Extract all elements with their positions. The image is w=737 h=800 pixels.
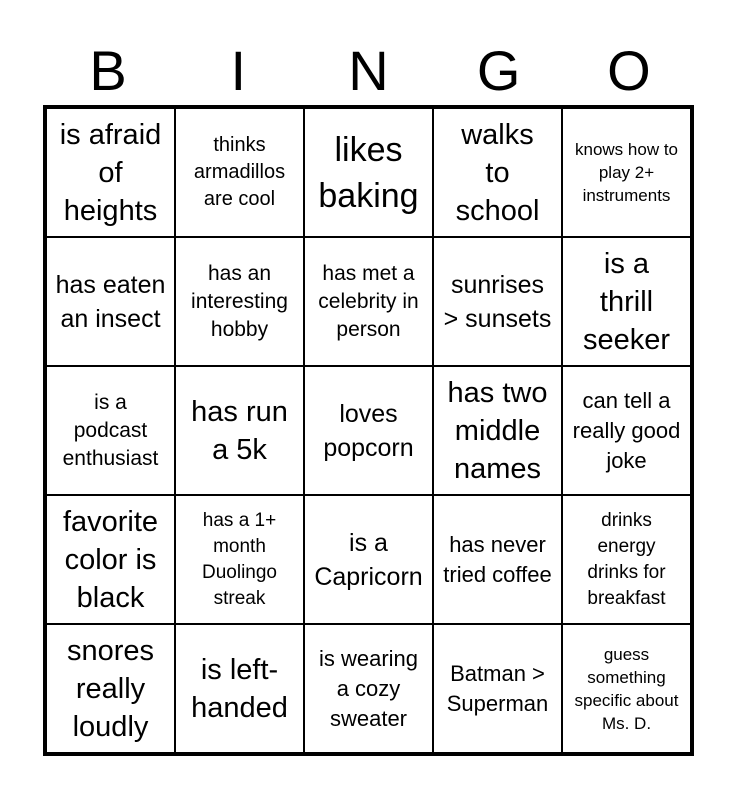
header-letter-b: B — [89, 39, 127, 102]
cell-text: loves popcorn — [323, 399, 414, 462]
header-letter-i: I — [230, 39, 247, 102]
cell-text: has a 1+ month Duolingo streak — [202, 509, 277, 609]
bingo-cell-r1c5[interactable] — [562, 108, 691, 237]
cell-text: can tell a really good joke — [572, 387, 681, 473]
bingo-board — [43, 105, 694, 756]
cell-text: guess something specific about Ms. D. — [574, 644, 679, 733]
cell-text: walks to school — [455, 118, 540, 227]
cell-text: has eaten an insect — [55, 270, 166, 333]
header-letter-g: G — [476, 39, 521, 102]
header-letter-n: N — [348, 39, 389, 102]
cell-text: sunrises > sunsets — [443, 270, 552, 333]
cell-text: likes baking — [318, 130, 419, 215]
cell-text: has met a celebrity in person — [318, 261, 419, 341]
cell-text: is left-handed — [191, 653, 288, 724]
cell-text: has run a 5k — [191, 395, 288, 466]
cell-text: thinks armadillos are cool — [193, 134, 286, 210]
bingo-cell-r1c2[interactable] — [175, 108, 304, 237]
bingo-cell-r5c3[interactable] — [304, 624, 433, 753]
cell-text: has two middle names — [447, 376, 548, 485]
cell-text: snores really loudly — [66, 634, 155, 743]
bingo-cell-r2c5[interactable] — [562, 237, 691, 366]
cell-text: has never tried coffee — [443, 531, 552, 587]
bingo-cell-r3c1[interactable] — [46, 366, 175, 495]
bingo-header — [43, 38, 694, 104]
bingo-cell-r3c2[interactable] — [175, 366, 304, 495]
cell-text: Batman > Superman — [446, 660, 549, 716]
bingo-cell-r4c3[interactable] — [304, 495, 433, 624]
bingo-cell-r4c1[interactable] — [46, 495, 175, 624]
cell-text: is a podcast enthusiast — [62, 390, 159, 470]
bingo-cell-r3c4[interactable] — [433, 366, 562, 495]
cell-text: is afraid of heights — [59, 118, 162, 227]
bingo-cell-r4c4[interactable] — [433, 495, 562, 624]
bingo-cell-r5c1[interactable] — [46, 624, 175, 753]
cell-text: is wearing a cozy sweater — [318, 645, 419, 731]
bingo-cell-r2c1[interactable] — [46, 237, 175, 366]
bingo-cell-r4c2[interactable] — [175, 495, 304, 624]
cell-text: drinks energy drinks for breakfast — [587, 509, 666, 609]
bingo-cell-r1c3[interactable] — [304, 108, 433, 237]
cell-text: favorite color is black — [62, 505, 159, 614]
bingo-cell-r5c4[interactable] — [433, 624, 562, 753]
cell-text: knows how to play 2+ instruments — [575, 140, 678, 205]
bingo-cell-r2c4[interactable] — [433, 237, 562, 366]
cell-text: has an interesting hobby — [191, 261, 288, 341]
bingo-cell-r2c3[interactable] — [304, 237, 433, 366]
bingo-cell-r2c2[interactable] — [175, 237, 304, 366]
bingo-cell-r4c5[interactable] — [562, 495, 691, 624]
bingo-cell-r1c1[interactable] — [46, 108, 175, 237]
header-letter-o: O — [607, 39, 651, 102]
cell-text: is a Capricorn — [314, 528, 423, 591]
bingo-cell-r1c4[interactable] — [433, 108, 562, 237]
bingo-cell-r3c5[interactable] — [562, 366, 691, 495]
bingo-cell-r3c3[interactable] — [304, 366, 433, 495]
bingo-cell-r5c2[interactable] — [175, 624, 304, 753]
cell-text: is a thrill seeker — [582, 247, 671, 356]
bingo-cell-r5c5[interactable] — [562, 624, 691, 753]
